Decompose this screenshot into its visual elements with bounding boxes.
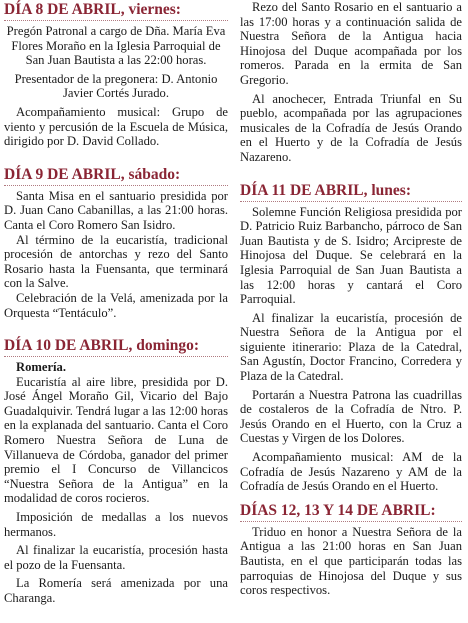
heading-day-10: DÍA 10 DE ABRIL, domingo: (4, 337, 200, 355)
paragraph: Acompañamiento musical: Grupo de viento y percusión de la Escuela de Música, dirigido por D. David Collado. (4, 104, 228, 149)
paragraph: La Romería será amenizada por una Charanga. (4, 576, 228, 605)
heading-divider (240, 521, 462, 522)
paragraph: Al finalizar la eucaristía, procesión hasta el pozo de la Fuensanta. (4, 543, 228, 572)
paragraph: Imposición de medallas a los nuevos hermanos. (4, 510, 228, 539)
paragraph: Pregón Patronal a cargo de Dña. María Eva Flores Moraño en la Iglesia Parroquial de San Juan Bautista a las 22:00 horas. (6, 24, 226, 68)
section-day-9 (4, 165, 228, 320)
paragraph: Santa Misa en el santuario presidida por D. Juan Cano Cabanillas, a las 21:00 horas. Canta el Coro Romero San Isidro. (4, 188, 228, 232)
section-days-12-14 (240, 501, 462, 598)
romeria-subtitle: Romería. (16, 360, 67, 375)
paragraph: Presentador de la pregonera: D. Antonio Javier Cortés Jurado. (14, 71, 218, 101)
paragraph: Triduo en honor a Nuestra Señora de la Antigua a las 21:00 horas en San Juan Bautista, en el que participarán todas las parroquias de Hinojosa del Duque y sus coros respectivos. (240, 524, 462, 598)
paragraph: Celebración de la Velá, amenizada por la Orquesta “Tentáculo”. (4, 290, 228, 320)
paragraph: Eucaristía al aire libre, presidida por D. José Ángel Moraño Gil, Vicario del Bajo Guadalquivir. Tendrá lugar a las 12:00 horas en la explanada del santuario. Canta el Coro Romero Nuestra Señora de Luna de Villanueva de Córdoba, ganador del primer premio el I Concurso de Villancicos “Nuestra Señora de la Antigua” en la modalidad de coros rocieros. (4, 374, 228, 506)
paragraph: Al anochecer, Entrada Triunfal en Su pueblo, acompañada por las agrupaciones musicales de la Cofradía de Jesús Orando en el Huerto y de la Cofradía de Jesús Nazareno. (240, 91, 462, 164)
heading-divider (4, 185, 228, 186)
paragraph: Portarán a Nuestra Patrona las cuadrillas de costaleros de la Cofradía de Ntro. P. Jesús Orando en el Huerto, con la Cruz a Cuestas y Virgen de los Dolores. (240, 387, 462, 446)
paragraph: Solemne Función Religiosa presidida por D. Patricio Ruiz Barbancho, párroco de San Juan Bautista y de S. Isidro; Arcipreste de Hinojosa del Duque. Se celebrará en la Iglesia Parroquial de San Juan Bautista a las 12:00 horas y cantará el Coro Parroquial. (240, 204, 462, 307)
paragraph: Rezo del Santo Rosario en el santuario a las 17:00 horas y a continuación salida de Nuestra Señora de la Antigua hacia Hinojosa del Duque acompañada por los romeros. Parada en la ermita de San Gregorio. (240, 0, 462, 87)
heading-divider (4, 20, 228, 21)
heading-day-9: DÍA 9 DE ABRIL, sábado: (4, 165, 181, 183)
section-day-11 (240, 181, 462, 494)
paragraph-subtitle (4, 360, 228, 375)
heading-divider (240, 201, 462, 202)
heading-divider (4, 356, 228, 357)
paragraph: Al término de la eucaristía, tradicional procesión de antorchas y rezo del Santo Rosario hasta la Fuensanta, que terminará con la Salve. (4, 232, 228, 291)
paragraph: Acompañamiento musical: AM de la Cofradía de Jesús Nazareno y AM de la Cofradía de Jesús Orando en el Huerto. (240, 450, 462, 494)
section-day-8 (4, 0, 228, 149)
left-column (4, 0, 228, 606)
section-day-10 (4, 336, 228, 606)
heading-days-12-14: DÍAS 12, 13 Y 14 DE ABRIL: (240, 501, 436, 519)
paragraph: Al finalizar la eucaristía, procesión de Nuestra Señora de la Antigua por el siguiente itinerario: Plaza de la Catedral, San Agustín, Doctor Francino, Corredera y Plaza de la Catedral. (240, 310, 462, 384)
section-day-10-continued (240, 0, 462, 165)
right-column (240, 0, 462, 598)
heading-day-11: DÍA 11 DE ABRIL, lunes: (240, 181, 411, 199)
heading-day-8: DÍA 8 DE ABRIL, viernes: (4, 1, 181, 18)
